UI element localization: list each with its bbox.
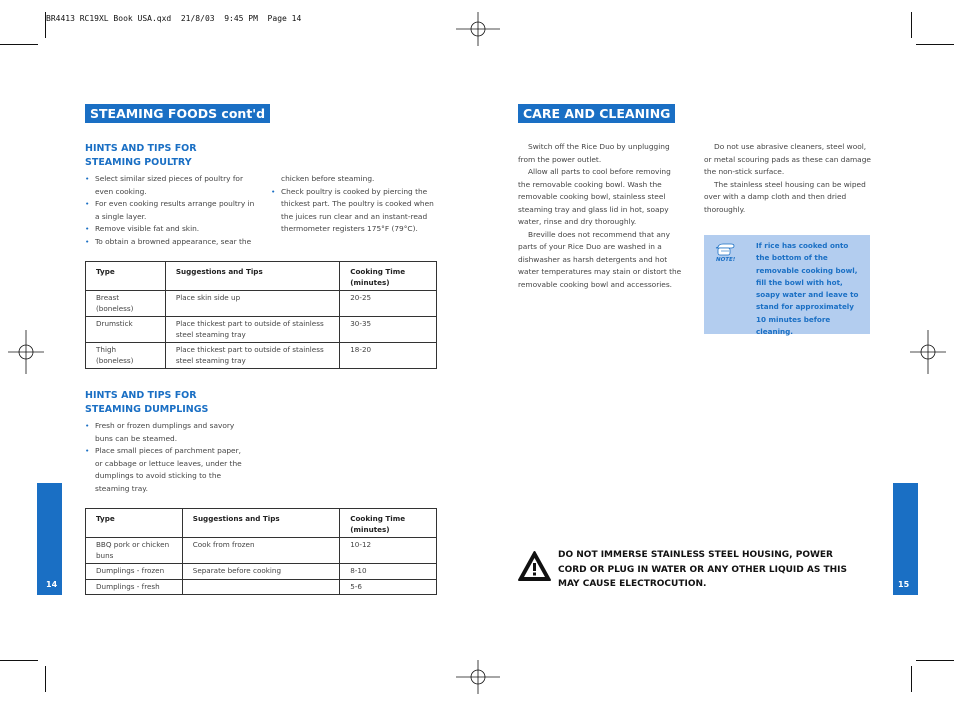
poultry-tips-col1 [85, 173, 255, 248]
care-col2 [704, 141, 872, 216]
table-row: Breast (boneless) Place skin side up 20-25 [86, 291, 437, 317]
paragraph: Breville does not recommend that any parts of your Rice Duo are washed in a dishwasher as harsh detergents and hot water temperatures may stain or distort the removable cooking bowl and accessories. [518, 229, 682, 289]
care-col1 [518, 141, 684, 291]
poultry-table [85, 261, 437, 369]
page-number-15: 15 [898, 580, 910, 589]
registration-mark-top [456, 12, 500, 46]
table-header-row: Type Suggestions and Tips Cooking Time (minutes) [86, 262, 437, 291]
poultry-tips-col2 [271, 173, 441, 236]
list-item: chicken before steaming. [281, 174, 375, 183]
page-number-14: 14 [46, 580, 58, 589]
dumplings-table [85, 508, 437, 595]
print-slug: BR4413 RC19XL Book USA.qxd 21/8/03 9:45 PM Page 14 [46, 14, 302, 23]
list-item: • Remove visible fat and skin. [85, 223, 255, 236]
paragraph: The stainless steel housing can be wiped over with a damp cloth and then dried thoroughly. [704, 179, 866, 214]
list-item: • Select similar sized pieces of poultry for even cooking. [85, 173, 255, 198]
list-item: • To obtain a browned appearance, sear the [85, 236, 255, 249]
paragraph: Switch off the Rice Duo by unplugging from the power outlet. [518, 142, 670, 164]
table-row: BBQ pork or chicken buns Cook from frozen 10-12 [86, 538, 437, 564]
page-tab-right [893, 483, 918, 595]
dumplings-tips [85, 420, 250, 495]
warning-triangle-icon [517, 550, 552, 582]
list-item: • For even cooking results arrange poultry in a single layer. [85, 198, 255, 223]
note-label: NOTE! [716, 257, 736, 263]
list-item: • Check poultry is cooked by piercing the thickest part. The poultry is cooked when the juices run clear and an instant-read thermometer registers 175°F (79°C). [271, 186, 441, 236]
poultry-subheading: HINTS AND TIPS FOR STEAMING POULTRY [85, 143, 197, 168]
list-item: • Place small pieces of parchment paper, or cabbage or lettuce leaves, under the dumplings to avoid sticking to the steaming tray. [85, 445, 250, 495]
table-row: Dumplings - frozen Separate before cooking 8-10 [86, 564, 437, 580]
paragraph: Do not use abrasive cleaners, steel wool, or metal scouring pads as these can damage the non-stick surface. [704, 142, 871, 176]
table-header-row: Type Suggestions and Tips Cooking Time (minutes) [86, 509, 437, 538]
table-row: Thigh (boneless) Place thickest part to outside of stainless steel steaming tray 18-20 [86, 343, 437, 369]
table-row: Drumstick Place thickest part to outside of stainless steel steaming tray 30-35 [86, 317, 437, 343]
note-text: If rice has cooked onto the bottom of the removable cooking bowl, fill the bowl with hot, soapy water and leave to stand for approximately 10 minutes before cleaning. [756, 241, 859, 337]
note-box [704, 235, 870, 337]
registration-mark-left [8, 330, 44, 374]
warning-text: DO NOT IMMERSE STAINLESS STEEL HOUSING, POWER CORD OR PLUG IN WATER OR ANY OTHER LIQUID AS THIS MAY CAUSE ELECTROCUTION. [558, 550, 847, 589]
paragraph: Allow all parts to cool before removing the removable cooking bowl. Wash the removable cooking bowl, stainless steel steaming tray and glass lid in hot, soapy water, rinse and dry thoroughly. [518, 167, 671, 226]
registration-mark-bottom [456, 660, 500, 694]
registration-mark-right [910, 330, 946, 374]
table-row: Dumplings - fresh 5-6 [86, 579, 437, 595]
pointing-hand-icon [715, 243, 741, 257]
care-cleaning-heading: CARE AND CLEANING [518, 104, 675, 123]
list-item: • Fresh or frozen dumplings and savory buns can be steamed. [85, 420, 250, 445]
dumplings-subheading: HINTS AND TIPS FOR STEAMING DUMPLINGS [85, 390, 209, 415]
page-tab-left [37, 483, 62, 595]
steaming-foods-heading: STEAMING FOODS cont'd [85, 104, 270, 123]
